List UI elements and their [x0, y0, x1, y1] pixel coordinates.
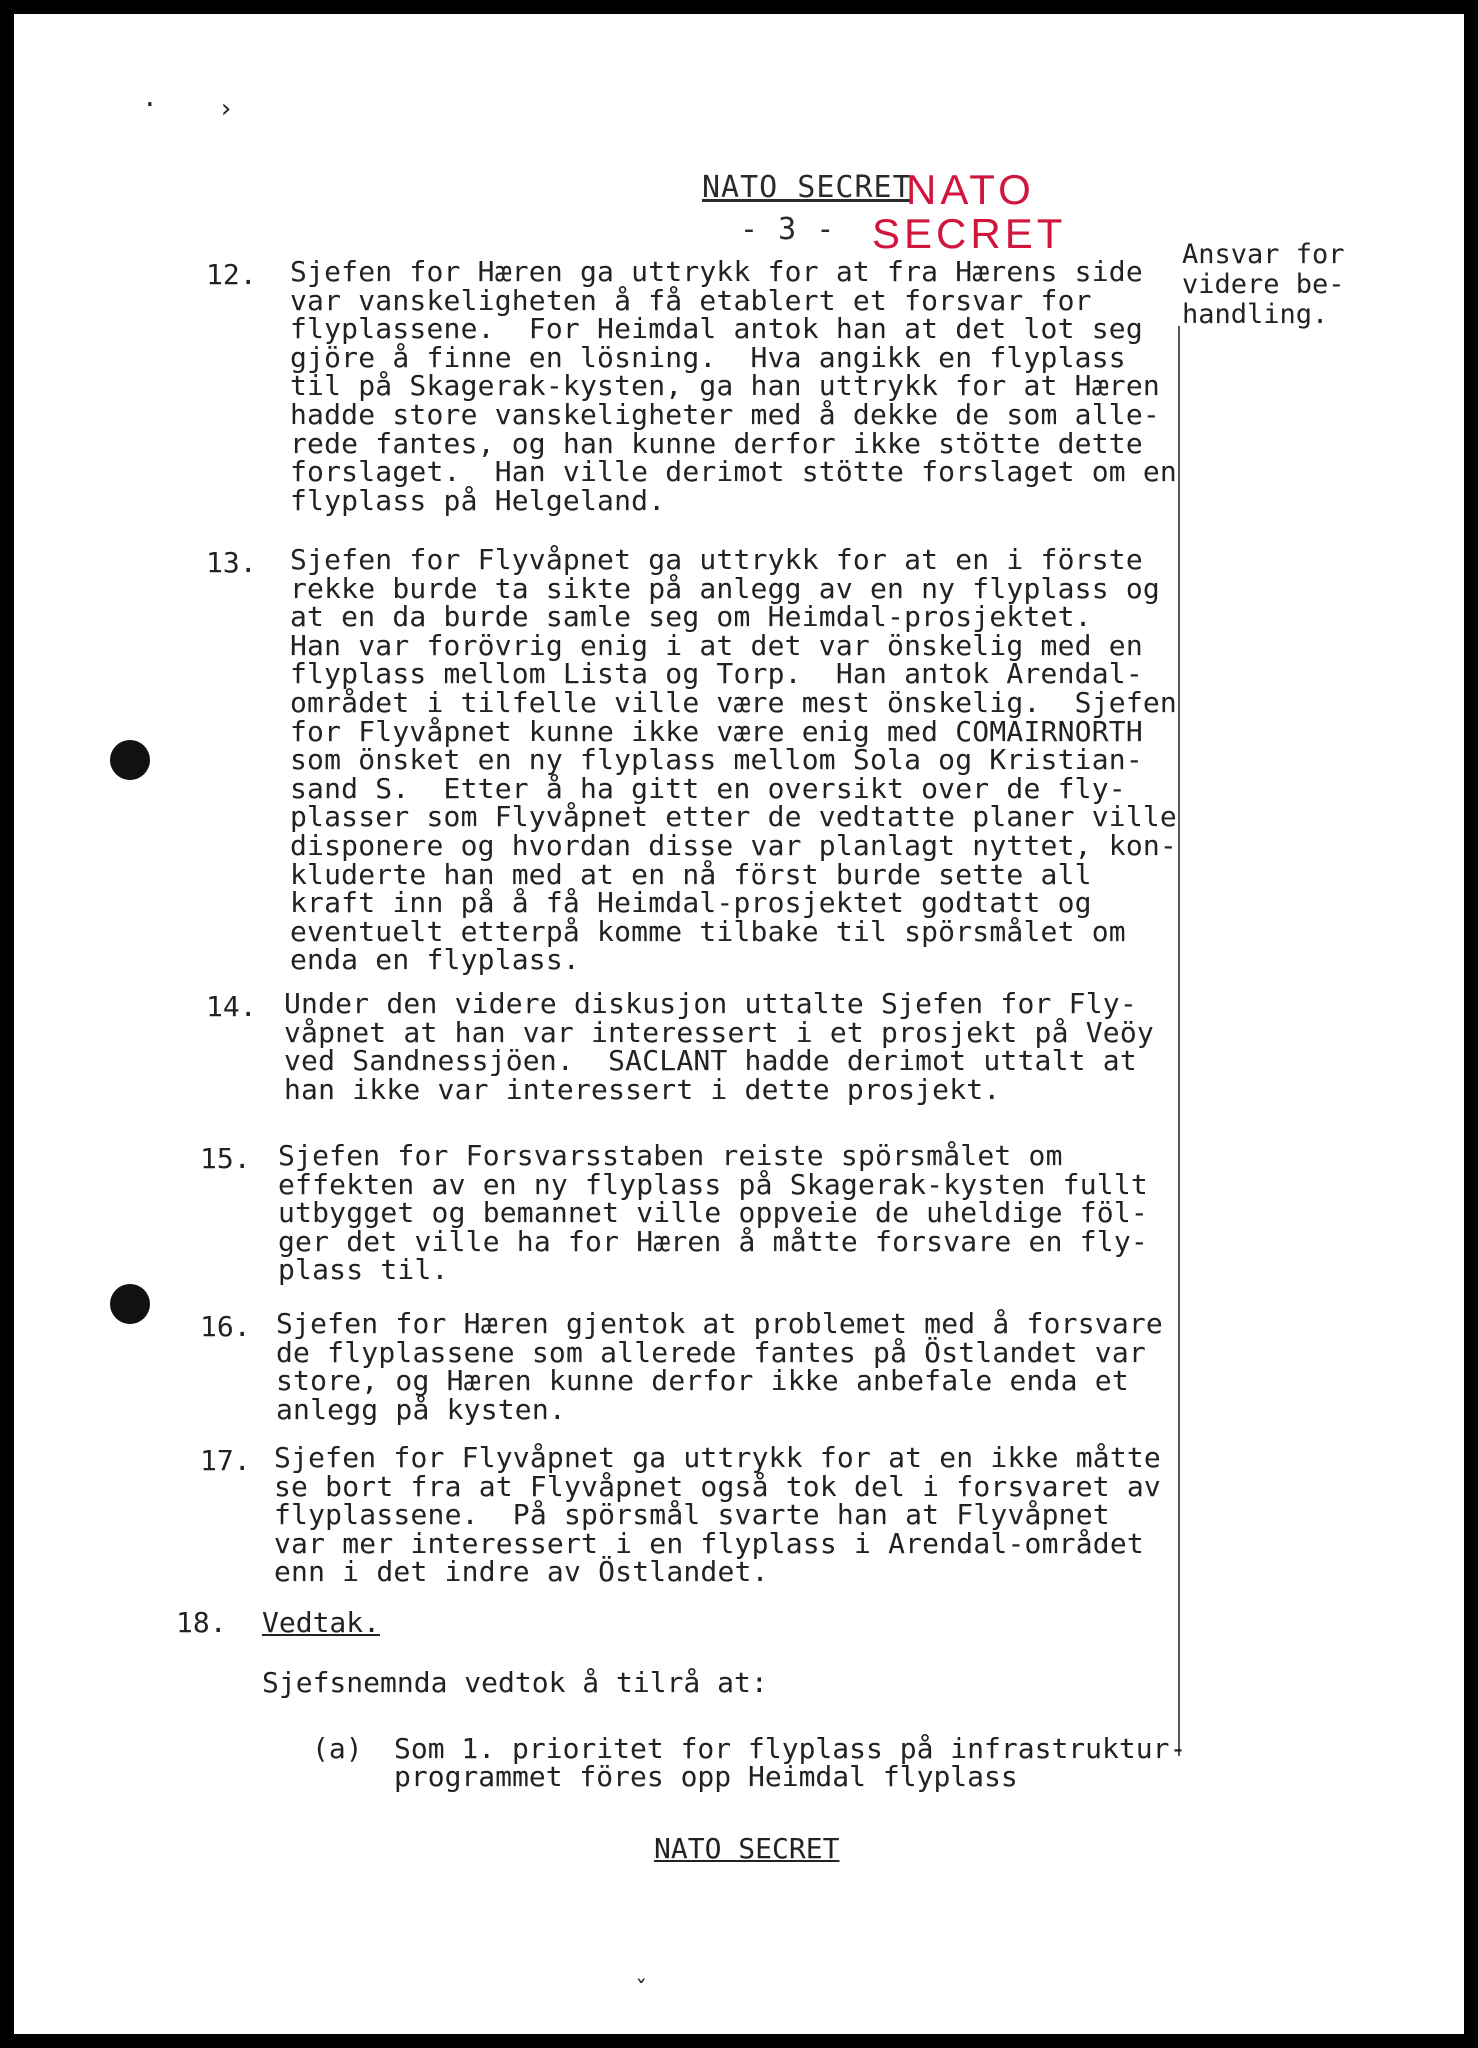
item-text-line: at en da burde samle seg om Heimdal-prosjektet. [290, 600, 1092, 634]
responsibility-note-text: Ansvar for videre be- handling. [1182, 239, 1345, 330]
item-text-line: kluderte han med at en nå först burde sette all [290, 857, 1092, 891]
item-text-line: flyplassene. På spörsmål svarte han at Flyvåpnet [274, 1498, 1110, 1532]
item-text-line: var mer interessert i en flyplass i Arendal-området [274, 1526, 1144, 1560]
item-text-line: rede fantes, og han kunne derfor ikke stötte dette [290, 426, 1143, 460]
item-text-line: ger det ville ha for Hæren å måtte forsvare en fly- [278, 1224, 1148, 1258]
item-18-heading: Vedtak. [262, 1606, 381, 1639]
item-text-line: for Flyvåpnet kunne ikke være enig med COMAIRNORTH [290, 714, 1143, 748]
margin-mark: · [142, 90, 158, 120]
item-18-intro: Sjefsnemnda vedtok å tilrå at: [262, 1666, 768, 1699]
stamp-secret: SECRET [872, 210, 1067, 257]
item-text-line: til på Skagerak-kysten, ga han uttrykk for at Hæren [290, 369, 1160, 403]
item-text-line: flyplass mellom Lista og Torp. Han antok Arendal- [290, 657, 1143, 691]
item-text-line: de flyplassene som allerede fantes på Östlandet var [276, 1335, 1146, 1369]
item-text-line: hadde store vanskeligheter med å dekke de som alle- [290, 398, 1160, 431]
item-number: 13. [206, 546, 257, 579]
item-number: 16. [200, 1310, 251, 1343]
item-number: 14. [206, 990, 257, 1023]
item-text-line: utbygget og bemannet ville oppveie de uheldige föl- [278, 1196, 1148, 1230]
page-number: - 3 - [740, 212, 836, 247]
item-text-line: anlegg på kysten. [276, 1392, 566, 1426]
punch-hole-bottom [110, 1284, 150, 1324]
item-text-line: ved Sandnessjöen. SACLANT hadde derimot uttalt at [284, 1044, 1137, 1078]
item-text-line: kraft inn på å få Heimdal-prosjektet godtatt og [290, 886, 1092, 920]
item-number: 17. [200, 1444, 251, 1477]
item-text-line: Sjefen for Hæren gjentok at problemet med å forsvare [276, 1307, 1163, 1340]
sub-item-line-2: programmet föres opp Heimdal flyplass [394, 1760, 1018, 1793]
item-text-line: enda en flyplass. [290, 943, 580, 977]
item-text-line: se bort fra at Flyvåpnet også tok del i forsvaret av [274, 1469, 1161, 1503]
stamp-nato: NATO [906, 166, 1035, 213]
item-text-line: eventuelt etterpå komme tilbake til spörsmålet om [290, 914, 1126, 948]
item-text-line: plass til. [278, 1253, 449, 1287]
classification-footer: NATO SECRET [654, 1832, 840, 1865]
item-text-line: store, og Hæren kunne derfor ikke anbefale enda et [276, 1364, 1129, 1398]
item-text-line: flyplass på Helgeland. [290, 483, 666, 517]
item-text-line: Sjefen for Flyvåpnet ga uttrykk for at en ikke måtte [274, 1441, 1161, 1474]
item-text-line: Sjefen for Forsvarsstaben reiste spörsmålet om [278, 1139, 1063, 1172]
sub-item-label: (a) [312, 1732, 363, 1765]
item-number: 15. [200, 1142, 251, 1175]
item-text-line: effekten av en ny flyplass på Skagerak-kysten fullt [278, 1167, 1148, 1201]
item-text-line: han ikke var interessert i dette prosjekt. [284, 1072, 1001, 1106]
margin-mark: › [218, 94, 234, 124]
item-text-line: forslaget. Han ville derimot stötte forslaget om en [290, 455, 1177, 489]
item-number: 12. [206, 258, 257, 291]
item-text-line: plasser som Flyvåpnet etter de vedtatte planer ville [290, 800, 1177, 834]
item-18-number: 18. [176, 1606, 227, 1639]
classification-header: NATO SECRET [702, 170, 912, 205]
bottom-mark: ˇ [634, 1976, 649, 2004]
sub-item-line-1: Som 1. prioritet for flyplass på infrastruktur- [394, 1732, 1187, 1765]
item-text-line: var vanskeligheten å få etablert et forsvar for [290, 283, 1092, 317]
margin-rule [1178, 326, 1180, 1756]
item-text-line: Sjefen for Flyvåpnet ga uttrykk for at en i förste [290, 543, 1143, 576]
responsibility-note [1182, 240, 1382, 330]
item-text-line: flyplassene. For Heimdal antok han at det lot seg [290, 312, 1143, 346]
item-text-line: Han var forövrig enig i at det var önskelig med en [290, 628, 1143, 662]
item-text-line: rekke burde ta sikte på anlegg av en ny flyplass og [290, 571, 1160, 605]
item-text-line: disponere og hvordan disse var planlagt nyttet, kon- [290, 829, 1177, 862]
item-text-line: Under den videre diskusjon uttalte Sjefen for Fly- [284, 987, 1137, 1020]
document-page [14, 14, 1464, 2034]
item-text-line: enn i det indre av Östlandet. [274, 1555, 769, 1589]
punch-hole-top [110, 740, 150, 780]
item-text-line: våpnet at han var interessert i et prosjekt på Veöy [284, 1015, 1154, 1049]
item-text-line: sand S. Etter å ha gitt en oversikt over de fly- [290, 771, 1126, 805]
item-text-line: gjöre å finne en lösning. Hva angikk en flyplass [290, 340, 1126, 374]
item-text-line: som önsket en ny flyplass mellom Sola og Kristian- [290, 743, 1143, 777]
item-text-line: området i tilfelle ville være mest önskelig. Sjefen [290, 686, 1177, 719]
item-text-line: Sjefen for Hæren ga uttrykk for at fra Hærens side [290, 255, 1143, 288]
